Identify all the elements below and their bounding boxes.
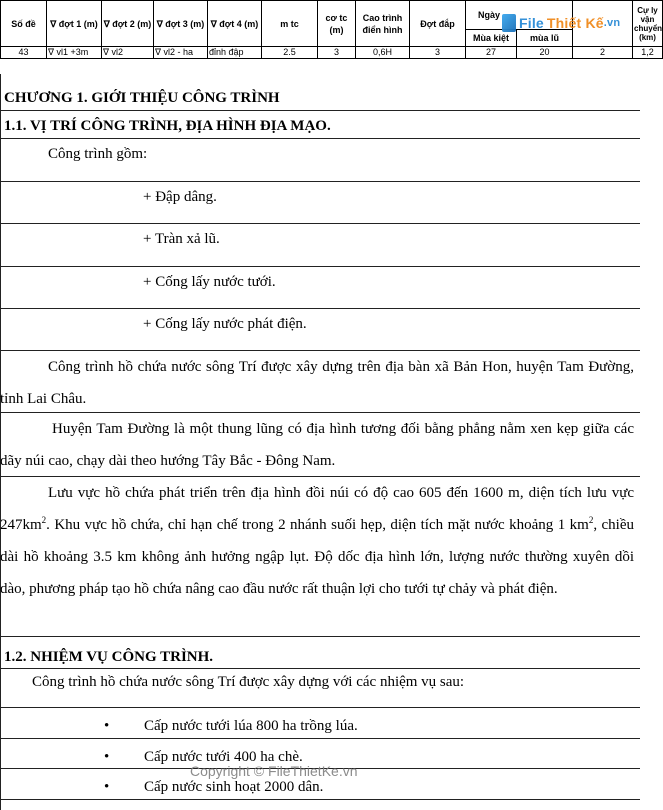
intro-line: Công trình gồm: xyxy=(0,139,640,182)
bullet-icon: • xyxy=(104,779,110,795)
component-item: + Tràn xả lũ. xyxy=(0,224,640,267)
value-cell: 3 xyxy=(410,47,466,59)
basin-text-b: . Khu vực hồ chứa, chỉ hạn chế trong 2 nhánh suối hẹp, diện tích mặt nước khoảng 1 km xyxy=(46,517,589,533)
paragraph-terrain: Huyện Tam Đường là một thung lũng có địa hình tương đối bằng phẳng nằm xen kẹp giữa các dãy núi cao, chạy dài theo hướng Tây Bắc - Đông Nam. xyxy=(0,413,640,477)
value-cell: ∇ vl2 - ha xyxy=(154,47,208,59)
task-text: Cấp nước sinh hoạt 2000 dân. xyxy=(144,779,324,795)
bullet-icon: • xyxy=(104,718,110,734)
component-item: + Cống lấy nước tưới. xyxy=(0,267,640,309)
value-cell: 3 xyxy=(318,47,356,59)
superscript: 2 xyxy=(41,515,47,525)
value-cell: 27 xyxy=(466,47,517,59)
value-cell: 2 xyxy=(573,47,633,59)
header-cell-dot2: ∇ đợt 2 (m) xyxy=(102,1,154,47)
logo-icon xyxy=(502,14,516,32)
section-title-1: 1.1. VỊ TRÍ CÔNG TRÌNH, ĐỊA HÌNH ĐỊA MẠO. xyxy=(0,111,640,139)
value-cell: 0,6H xyxy=(356,47,410,59)
logo-text-domain: .vn xyxy=(603,17,621,29)
value-cell: 20 xyxy=(517,47,573,59)
subheader-cell-mua-kiet: Mùa kiệt xyxy=(466,30,517,47)
value-cell: đỉnh đập xyxy=(208,47,262,59)
tasks-intro: Công trình hồ chứa nước sông Trí được xây dựng với các nhiệm vụ sau: xyxy=(0,669,640,708)
task-item xyxy=(0,708,640,739)
header-cell-so-de: Số đề xyxy=(1,1,47,47)
header-cell-dot-dap: Đợt đắp xyxy=(410,1,466,47)
value-cell: ∇ vl1 +3m xyxy=(47,47,102,59)
header-cell-co-tc: cơ tc (m) xyxy=(318,1,356,47)
component-item: + Cống lấy nước phát điện. xyxy=(0,309,640,351)
value-cell: 43 xyxy=(1,47,47,59)
header-cell-cu-ly: Cự ly vận chuyển (km) xyxy=(633,1,663,47)
header-cell-dot4: ∇ đợt 4 (m) xyxy=(208,1,262,47)
header-cell-cao-trinh: Cao trình điển hình xyxy=(356,1,410,47)
chapter-title: CHƯƠNG 1. GIỚI THIỆU CÔNG TRÌNH xyxy=(0,83,640,111)
subheader-cell-mua-lu: mùa lũ xyxy=(517,30,573,47)
header-cell-m-tc: m tc xyxy=(262,1,318,47)
task-text: Cấp nước tưới lúa 800 ha trồng lúa. xyxy=(144,718,358,734)
basin-text-c: , chiều dài hồ khoảng 3.5 km không ảnh hưởng ngập lụt. Độ dốc địa hình lớn, lượng nước thường xuyên dồi dào, phương pháp tạo hồ chứa nâng cao đầu nước rất thuận lợi cho tưới tự chảy và phát điện. xyxy=(0,517,635,597)
component-item: + Đập dâng. xyxy=(0,182,640,224)
logo-text-file: File xyxy=(519,15,544,31)
site-logo xyxy=(502,14,620,32)
bullet-icon: • xyxy=(104,749,110,765)
superscript: 2 xyxy=(588,515,594,525)
header-cell-ngay: Ngày xyxy=(466,1,573,30)
copyright-watermark: Copyright © FileThietKe.vn xyxy=(190,763,358,779)
header-cell-dot3: ∇ đợt 3 (m) xyxy=(154,1,208,47)
spreadsheet-header xyxy=(0,0,663,74)
logo-text-thietke: Thiết Kế xyxy=(546,15,604,31)
value-cell: ∇ vl2 xyxy=(102,47,154,59)
section-title-2: 1.2. NHIỆM VỤ CÔNG TRÌNH. xyxy=(0,637,640,669)
basin-text-a: Lưu vực hồ chứa phát triển trên địa hình đồi núi có độ cao 605 đến 1600 m, diện tích lưu vực 247km xyxy=(0,485,634,533)
value-cell: 2.5 xyxy=(262,47,318,59)
paragraph-location: Công trình hồ chứa nước sông Trí được xây dựng trên địa bàn xã Bản Hon, huyện Tam Đường, tỉnh Lai Châu. xyxy=(0,351,640,413)
paragraph-basin xyxy=(0,477,640,637)
header-cell-dot1: ∇ đợt 1 (m) xyxy=(47,1,102,47)
value-cell: 1,2 xyxy=(633,47,663,59)
document-body xyxy=(0,74,640,810)
task-text: Cấp nước tưới 400 ha chè. xyxy=(144,749,303,765)
